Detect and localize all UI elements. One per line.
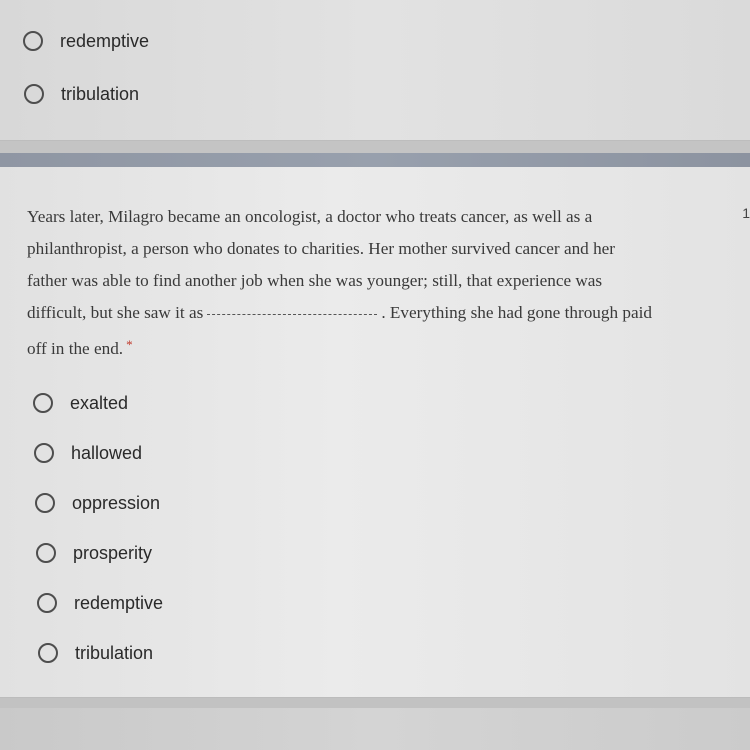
question-line-4-end: . Everything she had gone through paid (381, 303, 652, 322)
radio-button[interactable] (23, 31, 43, 51)
question-line-5 (27, 329, 737, 365)
option-tribulation[interactable] (38, 638, 153, 668)
question-line-4-start: difficult, but she saw it as (27, 303, 204, 322)
question-line-2: philanthropist, a person who donates to charities. Her mother survived cancer and her (27, 239, 616, 258)
option-label: redemptive (74, 592, 164, 613)
option-exalted[interactable] (33, 388, 128, 418)
option-label: exalted (70, 392, 129, 413)
question-line-5-text: off in the end. (27, 339, 124, 358)
question-line-1: Years later, Milagro became an oncologist, a doctor who treats cancer, as well as a (27, 207, 593, 226)
answer-blank (207, 314, 377, 315)
option-prosperity[interactable] (36, 538, 152, 568)
radio-button[interactable] (38, 643, 58, 663)
previous-question-card (0, 0, 750, 141)
option-hallowed[interactable] (34, 438, 142, 468)
radio-button[interactable] (37, 593, 57, 613)
question-points: 1 (742, 205, 750, 221)
card-gap (0, 141, 750, 153)
option-label: tribulation (75, 642, 154, 663)
option-label: oppression (72, 492, 161, 513)
question-line-4 (27, 297, 737, 329)
required-asterisk: * (126, 337, 133, 352)
option-label: hallowed (71, 442, 143, 463)
question-line-3: father was able to find another job when she was younger; still, that experience was (27, 271, 603, 290)
option-oppression[interactable] (35, 488, 160, 518)
radio-button[interactable] (33, 393, 53, 413)
option-redemptive-previous[interactable] (23, 26, 149, 56)
radio-button[interactable] (35, 493, 55, 513)
option-label: redemptive (60, 30, 150, 51)
option-tribulation-previous[interactable] (24, 79, 139, 109)
question-text (27, 201, 737, 365)
section-header-band (0, 153, 750, 167)
radio-button[interactable] (24, 84, 44, 104)
option-label: prosperity (73, 542, 153, 563)
option-redemptive[interactable] (37, 588, 163, 618)
radio-button[interactable] (36, 543, 56, 563)
radio-button[interactable] (34, 443, 54, 463)
card-gap-bottom (0, 698, 750, 708)
next-question-card (0, 708, 750, 750)
option-label: tribulation (61, 83, 140, 104)
